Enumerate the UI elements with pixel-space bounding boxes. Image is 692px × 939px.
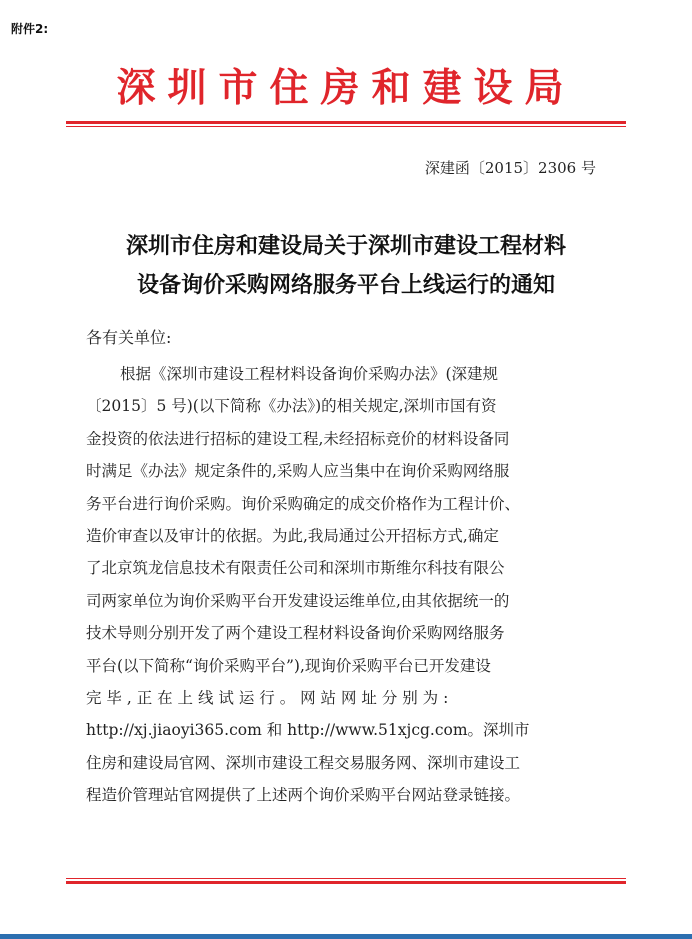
footer-rule-thin xyxy=(66,878,626,879)
body-line: 〔2015〕5 号)(以下简称《办法》)的相关规定,深圳市国有资 xyxy=(86,397,497,416)
body-line: 程造价管理站官网提供了上述两个询价采购平台网站登录链接。 xyxy=(86,786,521,805)
body-line: 务平台进行询价采购。询价采购确定的成交价格作为工程计价、 xyxy=(86,494,521,513)
body-line: 金投资的依法进行招标的建设工程,未经招标竞价的材料设备同 xyxy=(86,429,510,448)
body-paragraph xyxy=(86,358,604,812)
body-line: 技术导则分别开发了两个建设工程材料设备询价采购网络服务 xyxy=(86,624,505,643)
body-line: 住房和建设局官网、深圳市建设工程交易服务网、深圳市建设工 xyxy=(86,753,521,772)
letterhead-rule-thick xyxy=(66,121,626,124)
letterhead-title: 深圳市住房和建设局 xyxy=(116,65,576,111)
page-bottom-strip xyxy=(0,934,692,939)
document-title-line: 深圳市住房和建设局关于深圳市建设工程材料 xyxy=(125,233,566,259)
document-title-line: 设备询价采购网络服务平台上线运行的通知 xyxy=(136,272,555,298)
body-line: 根据《深圳市建设工程材料设备询价采购办法》(深建规 xyxy=(120,365,499,383)
salutation: 各有关单位: xyxy=(86,328,172,347)
body-line: 了北京筑龙信息技术有限责任公司和深圳市斯维尔科技有限公 xyxy=(86,559,505,578)
body-line: 司两家单位为询价采购平台开发建设运维单位,由其依据统一的 xyxy=(86,591,510,610)
body-line: http://xj.jiaoyi365.com 和 http://www.51xjcg.com。深圳市 xyxy=(86,721,530,740)
body-line: 时满足《办法》规定条件的,采购人应当集中在询价采购网络服 xyxy=(86,462,510,481)
footer-rule-thick xyxy=(66,881,626,884)
document-number: 深建函〔2015〕2306 号 xyxy=(424,159,596,177)
body-line: 造价审查以及审计的依据。为此,我局通过公开招标方式,确定 xyxy=(86,527,499,546)
body-line: 完 毕 , 正 在 上 线 试 运 行 。 网 站 网 址 分 别 为 : xyxy=(86,689,449,708)
letterhead-rule-thin xyxy=(66,126,626,127)
body-line: 平台(以下简称“询价采购平台”),现询价采购平台已开发建设 xyxy=(86,656,491,675)
attachment-label: 附件2: xyxy=(11,22,49,36)
